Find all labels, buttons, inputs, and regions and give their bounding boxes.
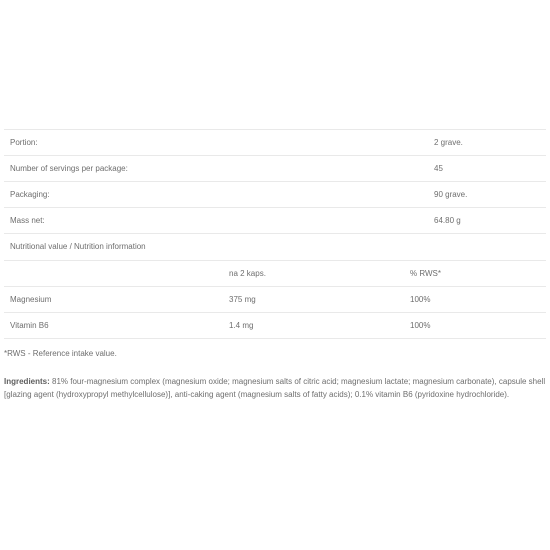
spec-row-packaging [4, 182, 546, 208]
nutrition-header-rws: % RWS* [404, 261, 546, 287]
nutrient-rws: 100% [404, 313, 546, 339]
nutrient-amount: 1.4 mg [223, 313, 404, 339]
product-info [4, 129, 546, 339]
nutrition-row-vitamin-b6 [4, 313, 546, 339]
spec-label: Mass net: [4, 208, 428, 234]
nutrient-amount: 375 mg [223, 287, 404, 313]
nutrition-title: Nutritional value / Nutrition information [4, 233, 546, 260]
nutrient-name: Magnesium [4, 287, 223, 313]
nutrition-header-row [4, 261, 546, 287]
ingredients-text: 81% four-magnesium complex (magnesium oxide; magnesium salts of citric acid; magnesium lactate; magnesium carbonate), capsule shell [glazing agent (hydroxypropyl methylcellulose)], anti-caking agent (magnesium salts of fatty acids); 0.1% vitamin B6 (pyridoxine hydrochloride). [4, 377, 546, 399]
spec-table [4, 129, 546, 233]
nutrient-name: Vitamin B6 [4, 313, 223, 339]
spec-label: Portion: [4, 130, 428, 156]
nutrition-header-serving: na 2 kaps. [223, 261, 404, 287]
spec-value: 45 [428, 156, 546, 182]
nutrient-rws: 100% [404, 287, 546, 313]
ingredients-label: Ingredients: [4, 377, 50, 386]
spec-value: 2 grave. [428, 130, 546, 156]
spec-label: Packaging: [4, 182, 428, 208]
spec-row-mass [4, 208, 546, 234]
spec-row-servings [4, 156, 546, 182]
nutrition-table [4, 260, 546, 339]
nutrition-header-blank [4, 261, 223, 287]
ingredients-paragraph [4, 376, 546, 401]
spec-row-portion [4, 130, 546, 156]
rws-footnote: *RWS - Reference intake value. [4, 349, 117, 358]
spec-value: 64.80 g [428, 208, 546, 234]
spec-label: Number of servings per package: [4, 156, 428, 182]
spec-value: 90 grave. [428, 182, 546, 208]
nutrition-row-magnesium [4, 287, 546, 313]
